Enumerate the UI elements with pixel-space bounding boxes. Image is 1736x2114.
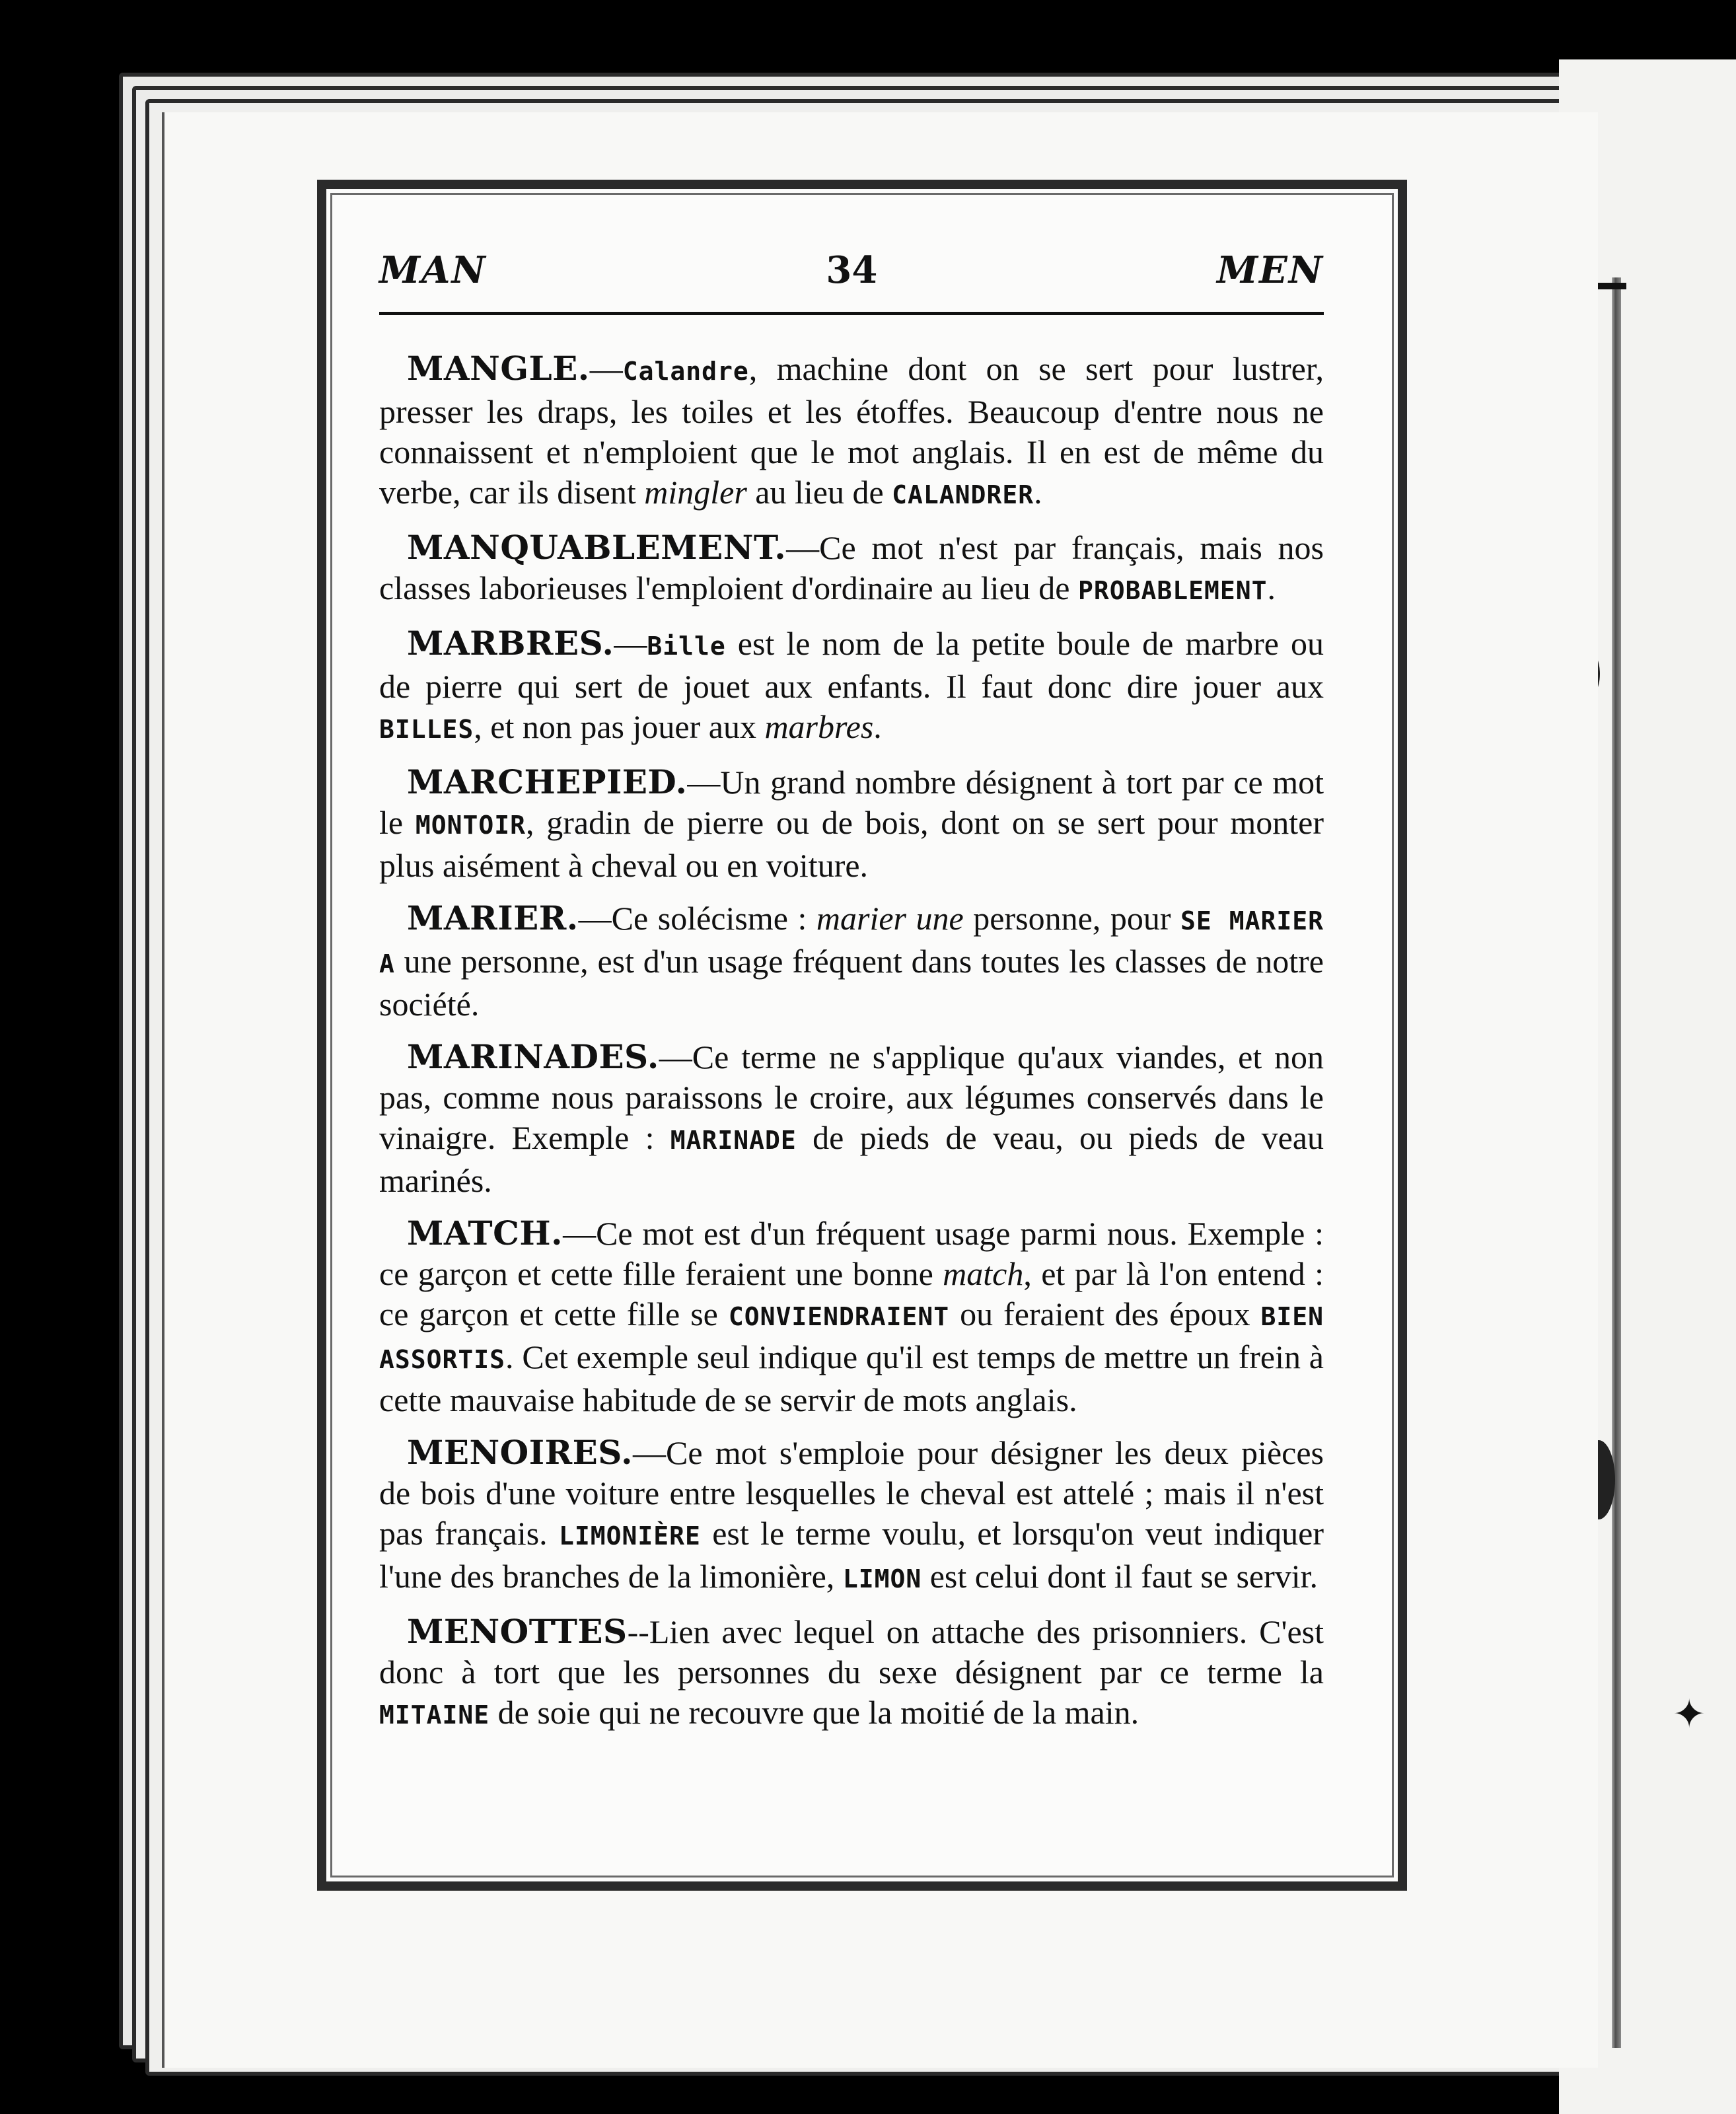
entry-text: —Ce mot n'est par français, mais nos classes laborieuses l'emploient d'ordinaire au lieu de	[379, 529, 1324, 606]
entry-text: .	[873, 708, 882, 745]
dictionary-entry	[379, 527, 1324, 611]
entry-text: ou feraient des époux	[949, 1295, 1261, 1332]
dictionary-entry	[379, 1213, 1324, 1420]
dictionary-entry	[379, 762, 1324, 886]
entry-text: —Ce mot s'emploie pour désigner les deux pièces de bois d'une voiture entre lesquelles le cheval est attelé ; mais il n'est pas français.	[379, 1434, 1324, 1552]
entry-text: personne, pour	[963, 900, 1181, 937]
entry-text: —Un grand nombre désignent à tort par ce mot le	[379, 764, 1324, 841]
entry-headword: MARBRES.	[407, 624, 614, 663]
entry-text: de pieds de veau, ou pieds de veau marinés.	[379, 1119, 1324, 1199]
entry-headword: MARIER.	[407, 898, 579, 937]
small-caps-term: MONTOIR	[415, 811, 526, 840]
page-content	[379, 248, 1324, 1747]
entry-headword: MANQUABLEMENT.	[407, 528, 787, 567]
page-number: 34	[826, 248, 878, 292]
dictionary-entry	[379, 348, 1324, 515]
entry-text: —	[589, 350, 623, 387]
running-header	[379, 248, 1324, 315]
dictionary-entry	[379, 898, 1324, 1025]
binding-mark: ✦	[1673, 1691, 1706, 1737]
page-frame	[317, 180, 1407, 1891]
entry-text: .	[1034, 474, 1042, 511]
italic-term: marier une	[816, 900, 964, 937]
entry-text: , machine dont on se sert pour lustrer, presser les draps, les toiles et les étoffes. Beaucoup d'entre nous ne connaissent et n'emploient que le mot anglais. Il en est de même du verbe, car ils disent	[379, 350, 1324, 511]
dictionary-entry	[379, 1432, 1324, 1599]
entry-text: , gradin de pierre ou de bois, dont on se sert pour monter plus aisément à cheval ou en voiture.	[379, 804, 1324, 884]
dictionary-entry	[379, 1611, 1324, 1735]
guide-word-left: MAN	[379, 248, 487, 292]
entry-headword: MARCHEPIED.	[407, 762, 688, 801]
dictionary-entry	[379, 1037, 1324, 1201]
entry-text: est le terme voulu, et lorsqu'on veut indiquer l'une des branches de la limonière,	[379, 1515, 1324, 1595]
dictionary-entry	[379, 623, 1324, 750]
entry-text: est celui dont il faut se servir.	[922, 1558, 1319, 1595]
entry-text: —	[614, 625, 647, 662]
italic-term: match	[943, 1255, 1024, 1292]
guide-word-right: MEN	[1217, 248, 1324, 292]
italic-term: mingler	[644, 474, 747, 511]
entry-text: est le nom de la petite boule de marbre ou de pierre qui sert de jouet aux enfants. Il faut donc dire jouer aux	[379, 625, 1324, 705]
small-caps-term: MITAINE	[379, 1700, 490, 1730]
entry-headword: MENOIRES.	[407, 1433, 633, 1472]
entry-text: une personne, est d'un usage fréquent dans toutes les classes de notre société.	[379, 943, 1324, 1023]
entry-text: de soie qui ne recouvre que la moitié de la main.	[489, 1694, 1139, 1731]
small-caps-term: LIMON	[842, 1564, 922, 1593]
entry-text: , et non pas jouer aux	[474, 708, 765, 745]
small-caps-term: MARINADE	[670, 1126, 797, 1155]
entry-text: —Ce terme ne s'applique qu'aux viandes, et non pas, comme nous paraissons le croire, aux légumes conservés dans le vinaigre. Exemple :	[379, 1039, 1324, 1156]
small-caps-term: SE MARIER A	[379, 906, 1324, 978]
small-caps-term: CALANDRER	[892, 480, 1034, 509]
italic-term: marbres	[764, 708, 874, 745]
entry-headword: MENOTTES	[407, 1612, 628, 1651]
small-caps-term: BILLES	[379, 715, 474, 744]
entry-text: —Ce mot est d'un fréquent usage parmi nous. Exemple : ce garçon et cette fille feraient une bonne	[379, 1215, 1324, 1292]
small-caps-term: PROBABLEMENT	[1077, 576, 1268, 605]
entry-text: --Lien avec lequel on attache des prisonniers. C'est donc à tort que les personnes du sexe désignent par ce terme la	[379, 1613, 1324, 1691]
small-caps-term: BIEN ASSORTIS	[379, 1302, 1324, 1374]
small-caps-term: Calandre	[622, 357, 749, 386]
entry-text: au lieu de	[746, 474, 892, 511]
entry-text: , et par là l'on entend : ce garçon et cette fille se	[379, 1255, 1324, 1332]
entry-headword: MANGLE.	[407, 349, 590, 388]
small-caps-term: LIMONIÈRE	[559, 1521, 701, 1550]
dictionary-entries	[379, 348, 1324, 1735]
entry-text: .	[1267, 569, 1276, 606]
entry-text: . Cet exemple seul indique qu'il est temps de mettre un frein à cette mauvaise habitude de se servir de mots anglais.	[379, 1338, 1324, 1418]
entry-headword: MARINADES.	[407, 1037, 659, 1076]
entry-headword: MATCH.	[407, 1214, 563, 1253]
small-caps-term: Bille	[647, 632, 726, 661]
small-caps-term: CONVIENDRAIENT	[728, 1302, 950, 1331]
binding-gutter	[1612, 277, 1621, 2048]
entry-text: —Ce solécisme :	[578, 900, 816, 937]
